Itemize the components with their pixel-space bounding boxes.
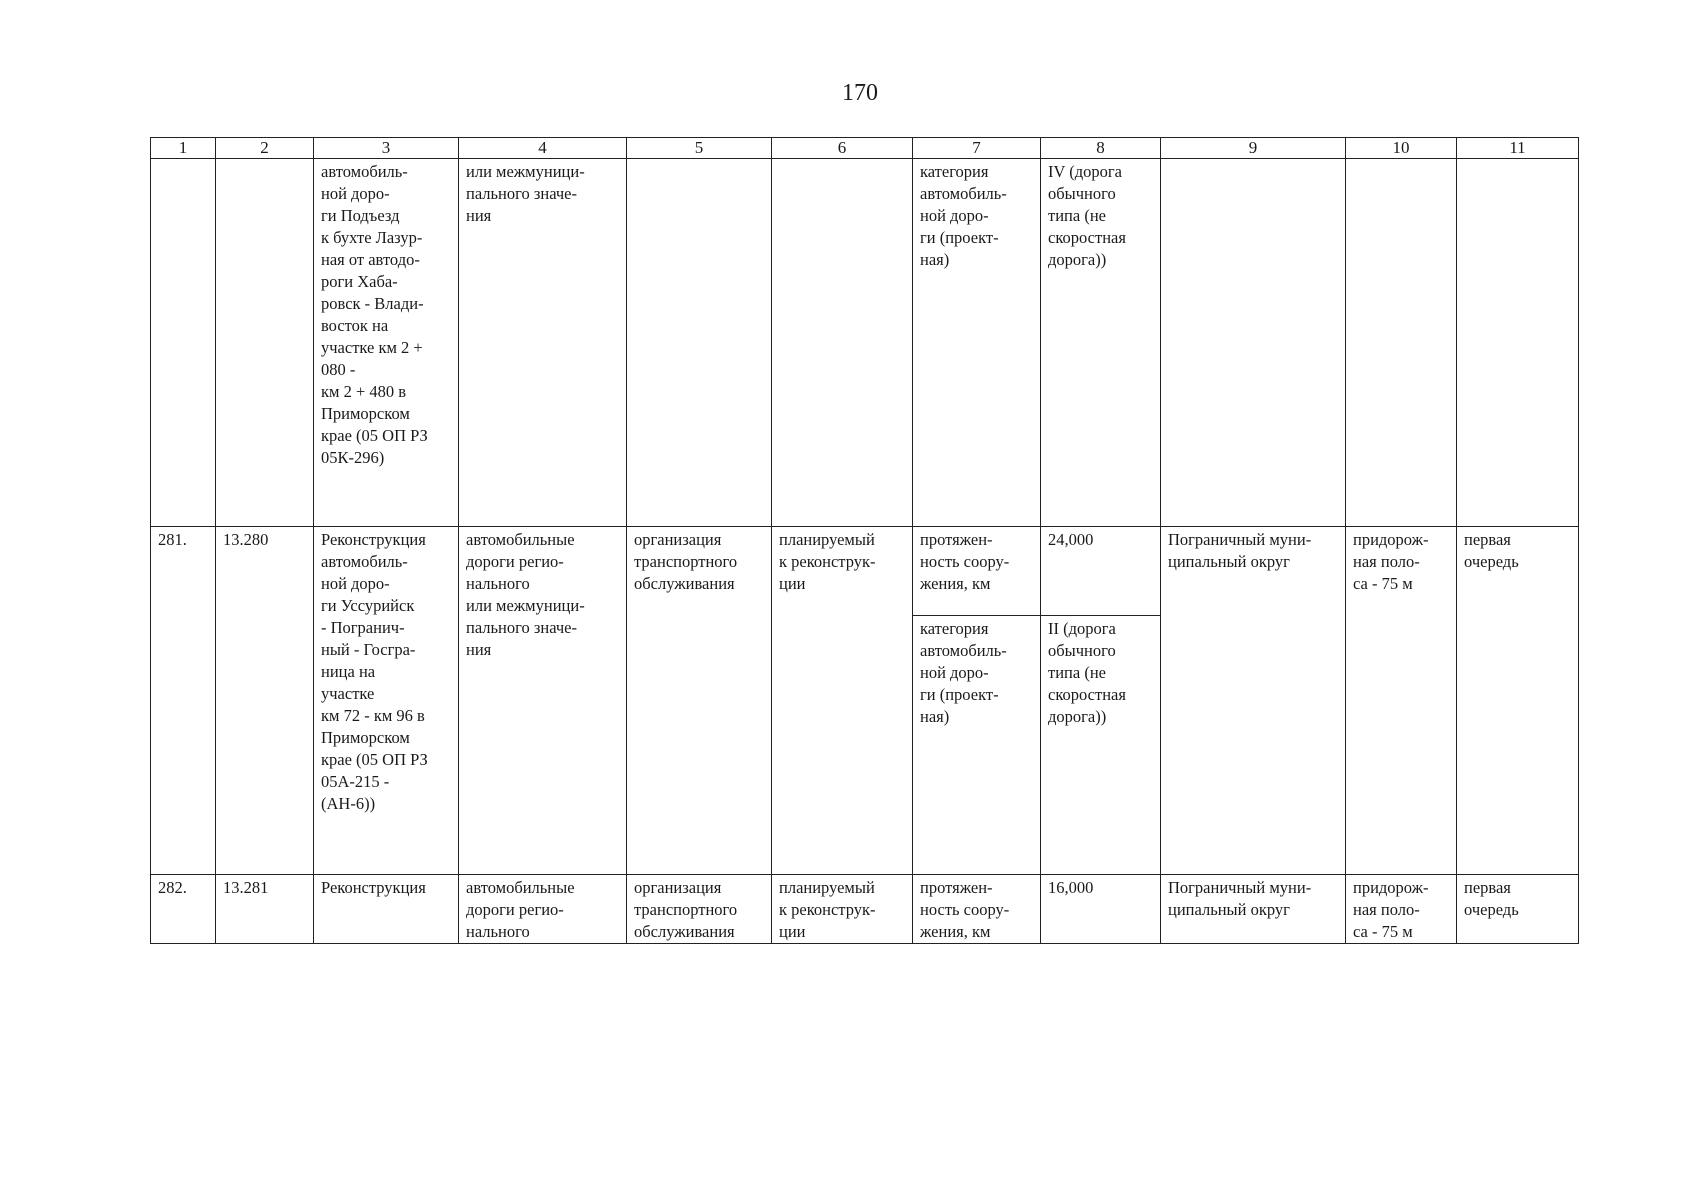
column-header: 2 bbox=[216, 138, 314, 159]
cell-location: Пограничный муни- ципальный округ bbox=[1161, 527, 1346, 875]
cell-characteristic-value: IV (дорога обычного типа (не скоростная дорога)) bbox=[1041, 159, 1161, 527]
cell-code: 13.280 bbox=[216, 527, 314, 875]
cell-stage bbox=[1457, 159, 1579, 527]
cell-location bbox=[1161, 159, 1346, 527]
cell-zone: придорож- ная поло- са - 75 м bbox=[1346, 527, 1457, 875]
column-header: 3 bbox=[314, 138, 459, 159]
page-number: 170 bbox=[842, 80, 878, 106]
cell-object-type: автомобильные дороги регио- нального bbox=[459, 875, 627, 944]
cell-zone: придорож- ная поло- са - 75 м bbox=[1346, 875, 1457, 944]
cell-characteristic-value: 24,000 bbox=[1041, 527, 1161, 616]
column-header: 6 bbox=[772, 138, 913, 159]
cell-num: 282. bbox=[151, 875, 216, 944]
cell-purpose bbox=[627, 159, 772, 527]
column-header: 10 bbox=[1346, 138, 1457, 159]
cell-code bbox=[216, 159, 314, 527]
column-header: 7 bbox=[913, 138, 1041, 159]
column-header: 1 bbox=[151, 138, 216, 159]
objects-table bbox=[150, 137, 1579, 944]
cell-purpose: организация транспортного обслуживания bbox=[627, 875, 772, 944]
cell-characteristic-value: 16,000 bbox=[1041, 875, 1161, 944]
cell-characteristic-name: протяжен- ность соору- жения, км bbox=[913, 527, 1041, 616]
cell-purpose: организация транспортного обслуживания bbox=[627, 527, 772, 875]
cell-status bbox=[772, 159, 913, 527]
cell-zone bbox=[1346, 159, 1457, 527]
cell-code: 13.281 bbox=[216, 875, 314, 944]
cell-object-name: Реконструкция bbox=[314, 875, 459, 944]
column-header: 4 bbox=[459, 138, 627, 159]
cell-num: 281. bbox=[151, 527, 216, 875]
cell-status: планируемый к реконструк- ции bbox=[772, 875, 913, 944]
cell-stage: первая очередь bbox=[1457, 527, 1579, 875]
column-header: 8 bbox=[1041, 138, 1161, 159]
cell-characteristic-name: категория автомобиль- ной доро- ги (проект- ная) bbox=[913, 616, 1041, 875]
header-row bbox=[151, 138, 1579, 159]
column-header: 11 bbox=[1457, 138, 1579, 159]
cell-characteristic-name: категория автомобиль- ной доро- ги (проект- ная) bbox=[913, 159, 1041, 527]
cell-status: планируемый к реконструк- ции bbox=[772, 527, 913, 875]
cell-object-type: или межмуници- пального значе- ния bbox=[459, 159, 627, 527]
table-row-282 bbox=[151, 875, 1579, 944]
cell-object-type: автомобильные дороги регио- нального или межмуници- пального значе- ния bbox=[459, 527, 627, 875]
cell-characteristic-value: II (дорога обычного типа (не скоростная дорога)) bbox=[1041, 616, 1161, 875]
table-row-281 bbox=[151, 527, 1579, 616]
cell-characteristic-name: протяжен- ность соору- жения, км bbox=[913, 875, 1041, 944]
cell-stage: первая очередь bbox=[1457, 875, 1579, 944]
cell-num bbox=[151, 159, 216, 527]
cell-object-name: автомобиль- ной доро- ги Подъезд к бухте Лазур- ная от автодо- роги Хаба- ровск - Влади- восток на участке км 2 + 080 - км 2 + 480 в Приморском крае (05 ОП РЗ 05К-296) bbox=[314, 159, 459, 527]
table-row-continuation bbox=[151, 159, 1579, 527]
column-header: 5 bbox=[627, 138, 772, 159]
column-header: 9 bbox=[1161, 138, 1346, 159]
cell-object-name: Реконструкция автомобиль- ной доро- ги Уссурийск - Погранич- ный - Госгра- ница на участке км 72 - км 96 в Приморском крае (05 ОП РЗ 05А-215 - (АН-6)) bbox=[314, 527, 459, 875]
cell-location: Пограничный муни- ципальный округ bbox=[1161, 875, 1346, 944]
